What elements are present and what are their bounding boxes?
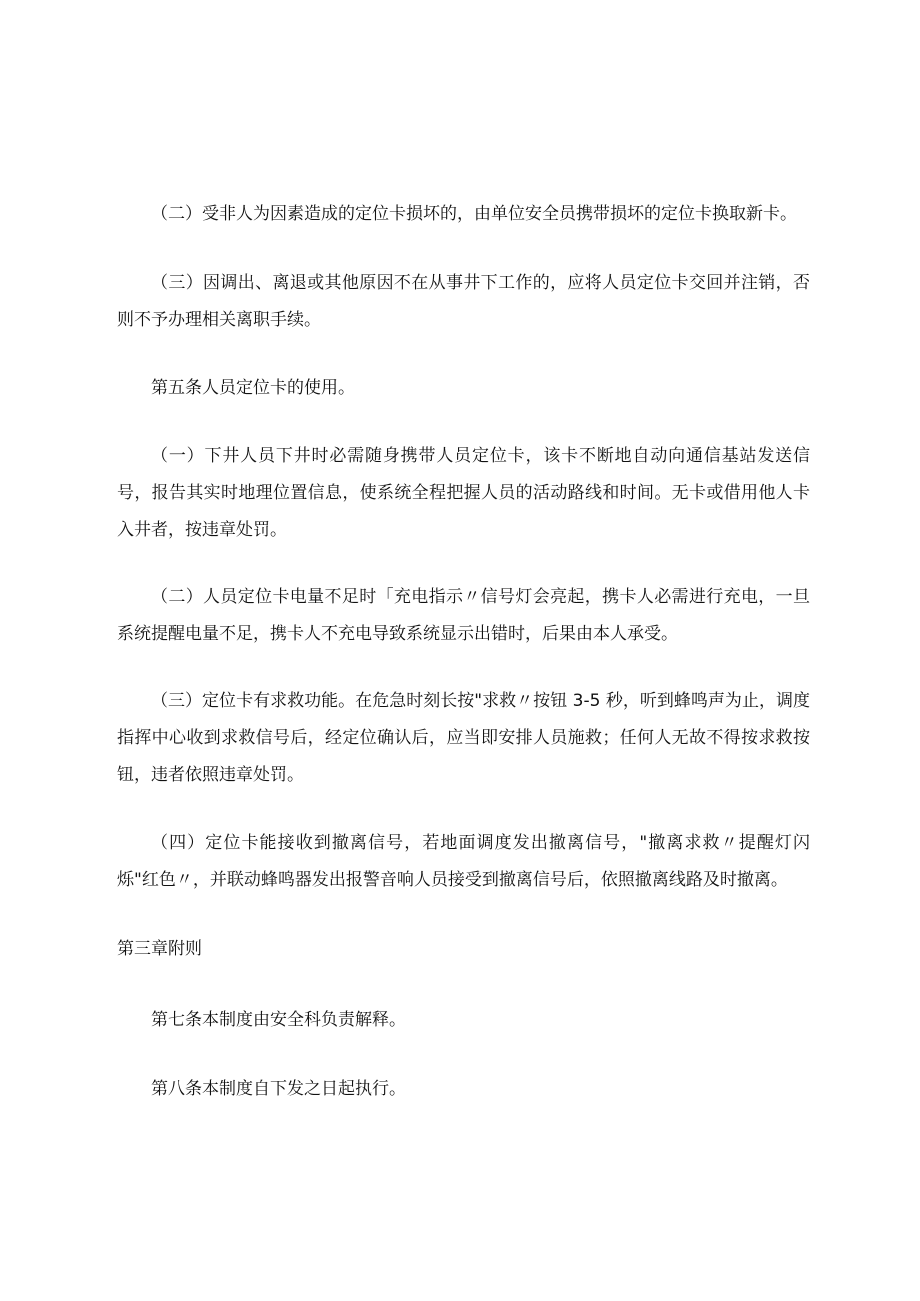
paragraph-card-sos: （三）定位卡有求救功能。在危急时刻长按"求救〃按钮 3-5 秒，听到蜂鸣声为止，调度指挥中心收到求救信号后，经定位确认后，应当即安排人员施救；任何人无故不得按求救按钮，违者依照违章处罚。: [117, 691, 810, 785]
article-eight: 第八条本制度自下发之日起执行。: [151, 1079, 406, 1099]
paragraph-card-carry: （一）下井人员下井时必需随身携带人员定位卡，该卡不断地自动向通信基站发送信号，报告其实时地理位置信息，使系统全程把握人员的活动路线和时间。无卡或借用他人卡入井者，按违章处罚。: [117, 446, 810, 540]
article-seven: 第七条本制度由安全科负责解释。: [151, 1010, 406, 1030]
paragraph-card-evacuation: （四）定位卡能接收到撤离信号，若地面调度发出撤离信号，"撤离求救〃提醒灯闪烁"红色〃，并联动蜂鸣器发出报警音响人员接受到撤离信号后，依照撤离线路及时撤离。: [117, 833, 810, 890]
chapter-heading: 第三章附则: [117, 939, 202, 959]
article-five-title: 第五条人员定位卡的使用。: [151, 378, 355, 398]
paragraph-card-return: （三）因调出、离退或其他原因不在从事井下工作的，应将人员定位卡交回并注销，否则不予办理相关离职手续。: [117, 273, 810, 330]
paragraph-card-charging: （二）人员定位卡电量不足时「充电指示〃信号灯会亮起，携卡人必需进行充电，一旦系统提醒电量不足，携卡人不充电导致系统显示出错时，后果由本人承受。: [117, 587, 810, 644]
paragraph-card-damage: （二）受非人为因素造成的定位卡损坏的，由单位安全员携带损坏的定位卡换取新卡。: [151, 204, 797, 224]
